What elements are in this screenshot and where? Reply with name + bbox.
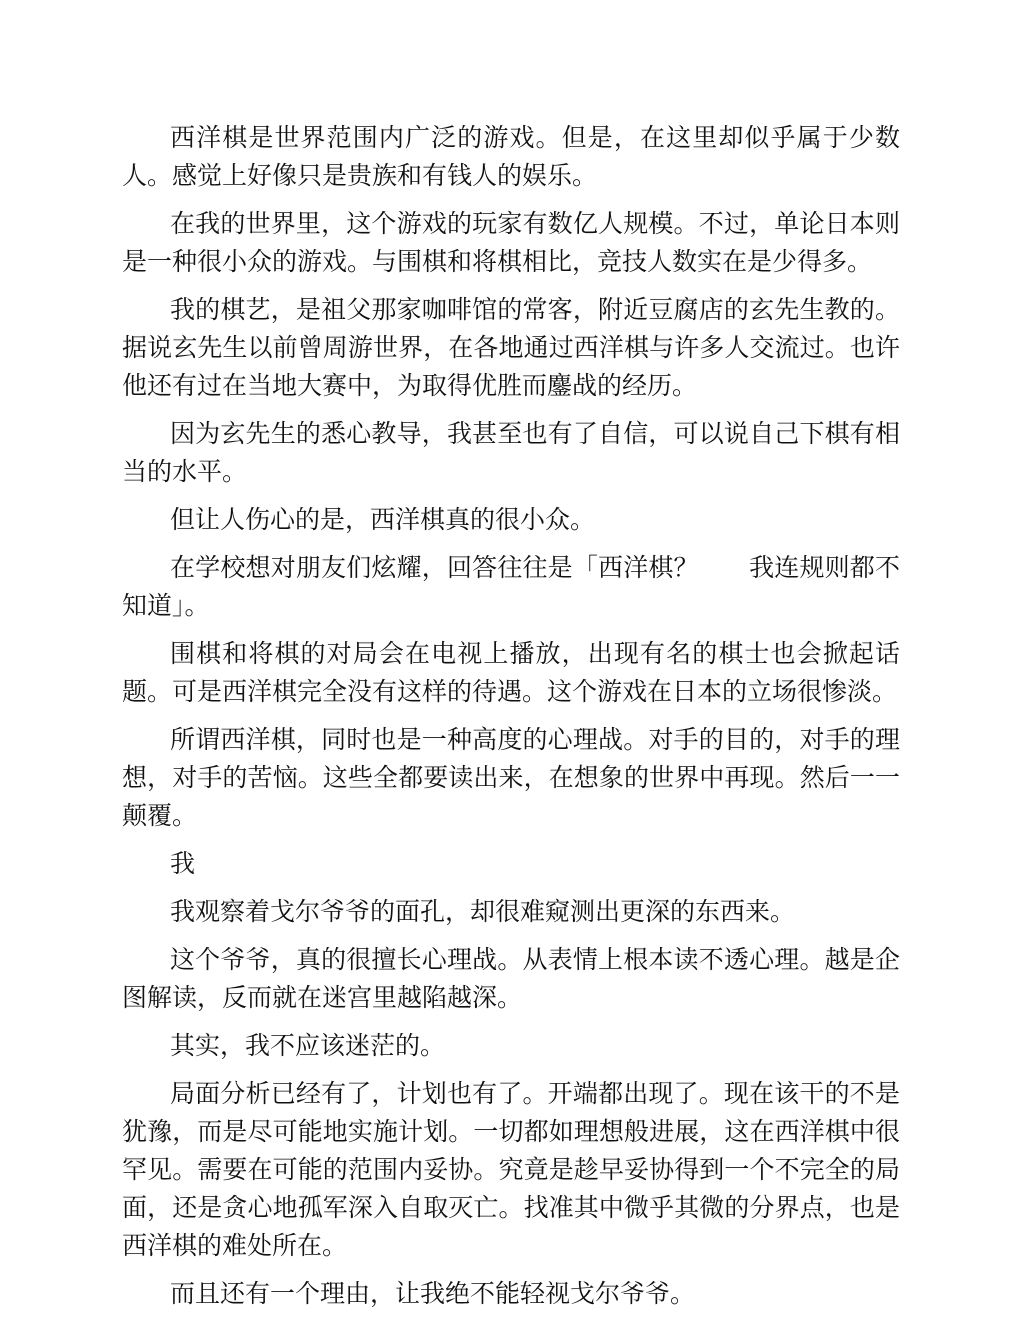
paragraph: 西洋棋是世界范围内广泛的游戏。但是，在这里却似乎属于少数人。感觉上好像只是贵族和有钱人的娱乐。	[122, 123, 900, 190]
paragraph: 围棋和将棋的对局会在电视上播放，出现有名的棋士也会掀起话题。可是西洋棋完全没有这样的待遇。这个游戏在日本的立场很惨淡。	[122, 639, 900, 706]
paragraph: 我观察着戈尔爷爷的面孔，却很难窥测出更深的东西来。	[170, 897, 796, 926]
paragraph: 在学校想对朋友们炫耀，回答往往是「西洋棋？ 我连规则都不知道」。	[122, 553, 900, 620]
body-text	[122, 119, 900, 1323]
paragraph: 在我的世界里，这个游戏的玩家有数亿人规模。不过，单论日本则是一种很小众的游戏。与围棋和将棋相比，竞技人数实在是少得多。	[122, 209, 900, 276]
paragraph: 我	[170, 849, 196, 878]
paragraph: 局面分析已经有了，计划也有了。开端都出现了。现在该干的不是犹豫，而是尽可能地实施计划。一切都如理想般进展，这在西洋棋中很罕见。需要在可能的范围内妥协。究竟是趁早妥协得到一个不完全的局面，还是贪心地孤军深入自取灭亡。找准其中微乎其微的分界点，也是西洋棋的难处所在。	[122, 1079, 900, 1260]
paragraph: 所谓西洋棋，同时也是一种高度的心理战。对手的目的，对手的理想，对手的苦恼。这些全都要读出来，在想象的世界中再现。然后一一颠覆。	[122, 725, 900, 830]
paragraph: 这个爷爷，真的很擅长心理战。从表情上根本读不透心理。越是企图解读，反而就在迷宫里越陷越深。	[122, 945, 900, 1012]
paragraph: 我的棋艺，是祖父那家咖啡馆的常客，附近豆腐店的玄先生教的。据说玄先生以前曾周游世界，在各地通过西洋棋与许多人交流过。也许他还有过在当地大赛中，为取得优胜而鏖战的经历。	[122, 295, 900, 400]
paragraph: 其实，我不应该迷茫的。	[170, 1031, 446, 1060]
paragraph: 而且还有一个理由，让我绝不能轻视戈尔爷爷。	[170, 1279, 696, 1308]
paragraph: 但让人伤心的是，西洋棋真的很小众。	[170, 505, 596, 534]
paragraph: 因为玄先生的悉心教导，我甚至也有了自信，可以说自己下棋有相当的水平。	[122, 419, 900, 486]
